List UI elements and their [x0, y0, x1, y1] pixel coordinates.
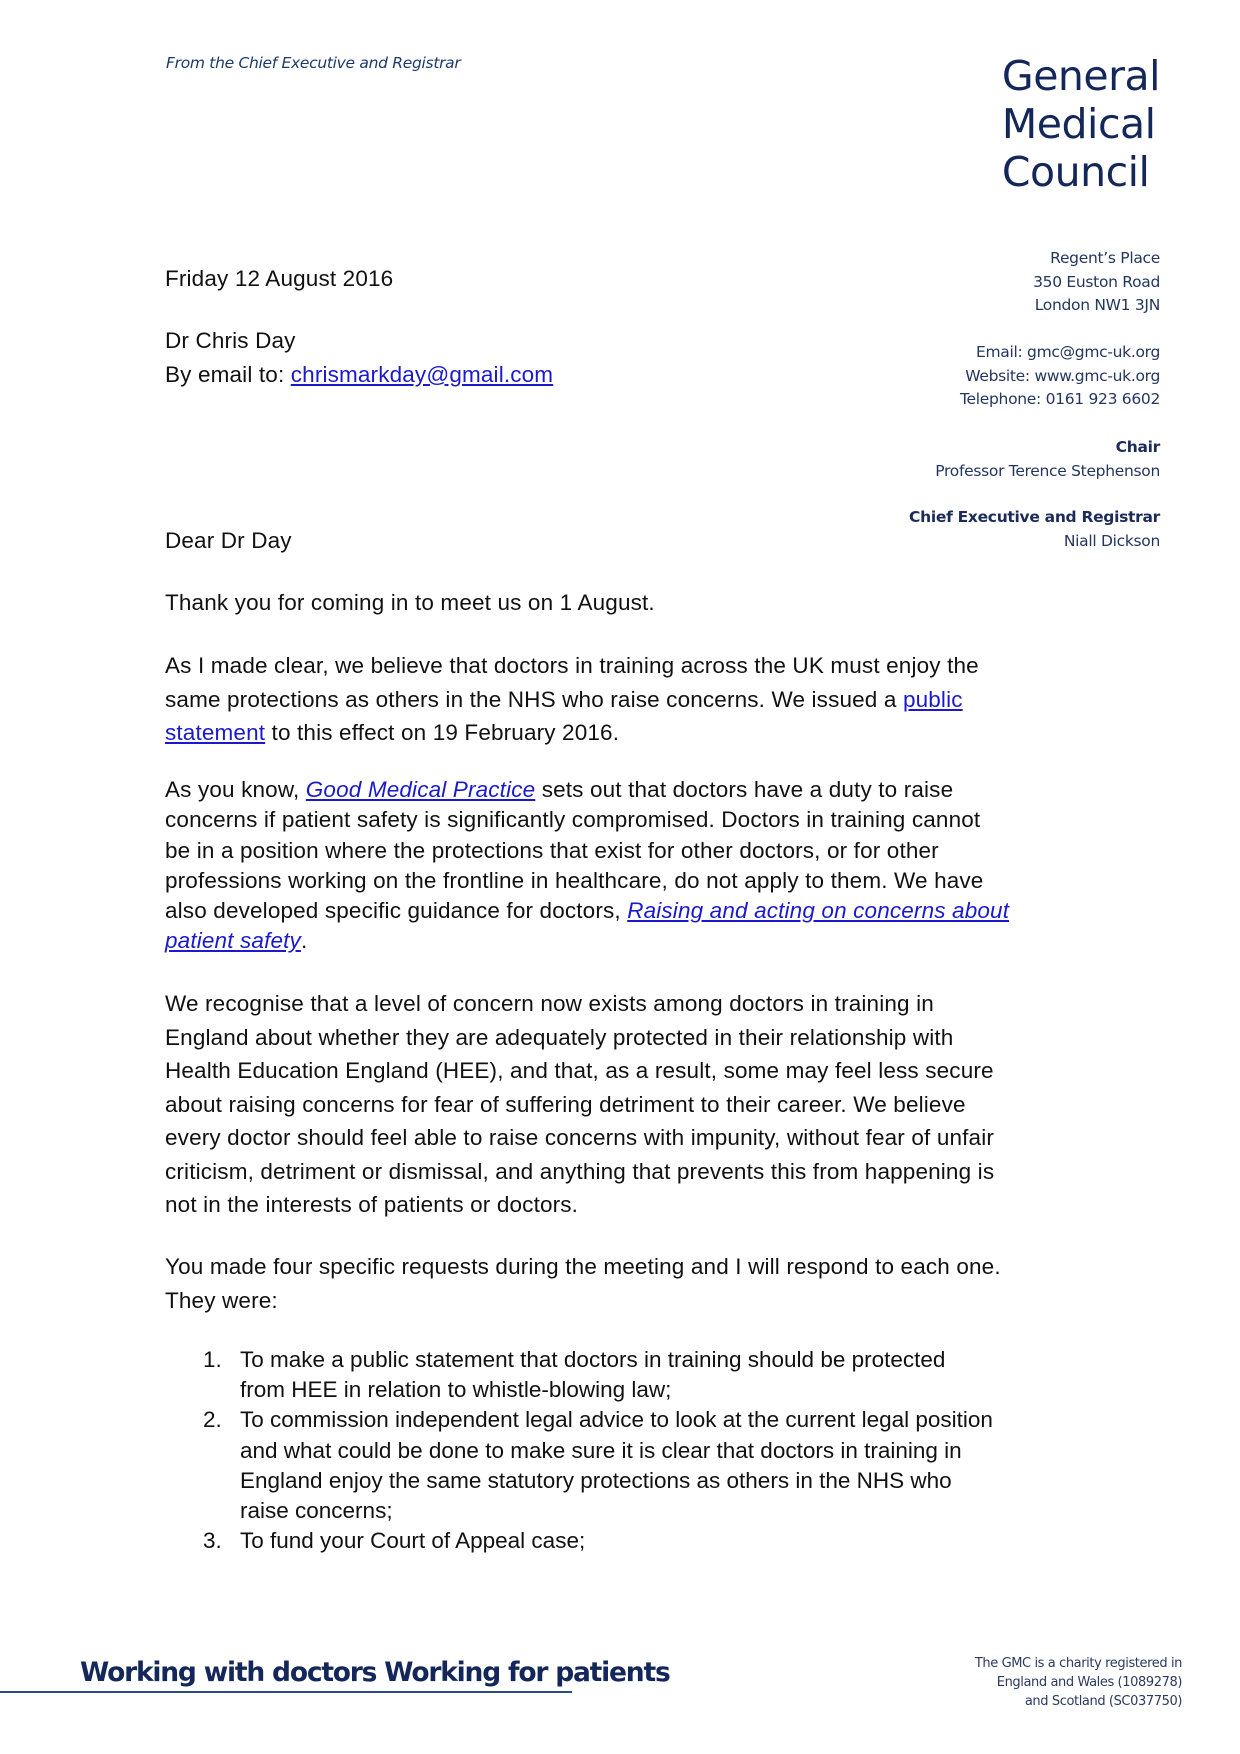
logo-line: Medical: [1001, 100, 1156, 148]
para-line: They were:: [165, 1287, 278, 1313]
address-line: London NW1 3JN: [1034, 296, 1160, 314]
list-line: and what could be done to make sure it is clear that doctors in training in: [240, 1437, 962, 1463]
recipient-block: [165, 324, 1095, 391]
list-number: 1.: [203, 1347, 222, 1372]
para-text: sets out that doctors have a duty to raise: [535, 777, 954, 802]
charity-line: England and Wales (1089278): [996, 1675, 1182, 1690]
chair-block: [935, 436, 1160, 483]
para-line: Health Education England (HEE), and that, as a result, some may feel less secure: [165, 1058, 994, 1083]
list-line: To commission independent legal advice to look at the current legal position: [240, 1407, 993, 1433]
contact-telephone: Telephone: 0161 923 6602: [960, 390, 1160, 408]
raising-concerns-link[interactable]: Raising and acting on concerns about: [627, 898, 1010, 924]
list-line: raise concerns;: [240, 1498, 393, 1524]
address-line: Regent’s Place: [1050, 249, 1160, 267]
list-number: 2.: [203, 1407, 222, 1433]
para-text: to this effect on 19 February 2016.: [265, 720, 620, 745]
para-line: We recognise that a level of concern now exists among doctors in training in: [165, 991, 934, 1016]
good-medical-practice-link[interactable]: Good Medical Practice: [305, 777, 536, 802]
para-text: As you know,: [165, 777, 306, 802]
raising-concerns-link[interactable]: patient safety: [165, 928, 301, 954]
charity-notice: [975, 1654, 1182, 1711]
list-line: To fund your Court of Appeal case;: [240, 1528, 586, 1554]
paragraph-3: [165, 775, 1095, 957]
public-statement-link[interactable]: statement: [165, 720, 266, 745]
list-item: [165, 1405, 1095, 1526]
address-line: 350 Euston Road: [1033, 272, 1160, 291]
para-line: concerns if patient safety is significantly compromised. Doctors in training cannot: [165, 807, 981, 833]
para-text: .: [300, 928, 308, 954]
para-line: [165, 775, 1095, 805]
para-line: criticism, detriment or dismissal, and anything that prevents this from happening is: [165, 1158, 995, 1184]
salutation: Dear Dr Day: [165, 528, 292, 553]
para-line: about raising concerns for fear of suffering detriment to their career. We believe: [165, 1091, 966, 1117]
contact-email: Email: gmc@gmc-uk.org: [975, 343, 1160, 361]
list-line: from HEE in relation to whistle-blowing law;: [240, 1377, 672, 1403]
list-item: [165, 1345, 1095, 1405]
footer-rule: [0, 1691, 572, 1693]
ceo-title: Chief Executive and Registrar: [909, 508, 1160, 526]
paragraph-4: [165, 987, 1095, 1222]
recipient-name: Dr Chris Day: [165, 328, 296, 353]
chair-title: Chair: [1115, 438, 1160, 456]
list-item: [165, 1526, 1095, 1556]
para-line: [165, 896, 1095, 926]
ceo-name: Niall Dickson: [1063, 531, 1160, 550]
para-line: You made four specific requests during the meeting and I will respond to each one.: [165, 1254, 1001, 1279]
paragraph-1: Thank you for coming in to meet us on 1 August.: [165, 590, 655, 615]
public-statement-link[interactable]: public: [902, 686, 963, 712]
para-text: same protections as others in the NHS who raise concerns. We issued a: [165, 686, 903, 712]
list-number: 3.: [203, 1528, 222, 1554]
para-text: also developed specific guidance for doctors,: [165, 898, 628, 924]
para-line: [165, 926, 1095, 956]
para-line: be in a position where the protections that exist for other doctors, or for other: [165, 837, 939, 863]
para-line: every doctor should feel able to raise concerns with impunity, without fear of unfair: [165, 1125, 995, 1150]
para-line: [165, 716, 1095, 750]
chair-name: Professor Terence Stephenson: [935, 461, 1160, 480]
letter-date: Friday 12 August 2016: [165, 266, 394, 291]
charity-line: and Scotland (SC037750): [1024, 1694, 1182, 1709]
para-line: As I made clear, we believe that doctors in training across the UK must enjoy the: [165, 653, 979, 678]
paragraph-2: [165, 649, 1095, 750]
email-link[interactable]: chrismarkday@gmail.com: [290, 361, 554, 387]
email-prefix: By email to:: [165, 361, 291, 387]
gmc-logo: [1002, 52, 1160, 196]
list-line: England enjoy the same statutory protections as others in the NHS who: [240, 1467, 952, 1493]
para-line: professions working on the frontline in healthcare, do not apply to them. We have: [165, 867, 984, 893]
paragraph-5: [165, 1250, 1095, 1317]
recipient-email-line: [165, 358, 1095, 392]
logo-line: General: [1001, 52, 1160, 100]
requests-list: [165, 1345, 1095, 1556]
charity-line: The GMC is a charity registered in: [974, 1656, 1182, 1671]
logo-line: Council: [1001, 148, 1150, 196]
contact-website: Website: www.gmc-uk.org: [965, 366, 1160, 385]
para-line: [165, 683, 1095, 717]
footer-tagline: Working with doctors Working for patients: [80, 1657, 670, 1688]
para-line: not in the interests of patients or doctors.: [165, 1192, 579, 1217]
para-line: England about whether they are adequately protected in their relationship with: [165, 1024, 954, 1050]
list-line: To make a public statement that doctors in training should be protected: [240, 1347, 946, 1372]
from-line: From the Chief Executive and Registrar: [166, 54, 461, 72]
